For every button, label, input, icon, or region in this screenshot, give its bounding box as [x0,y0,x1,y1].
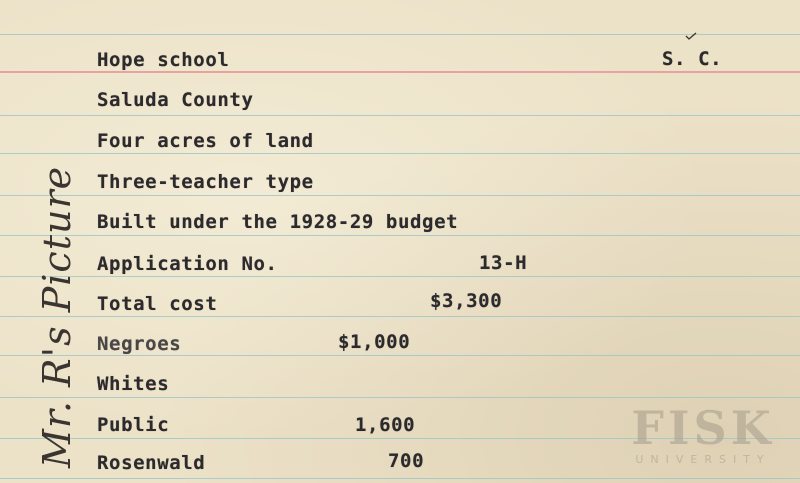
watermark-main-text: FISK [631,401,775,455]
budget-line: Built under the 1928-29 budget [97,211,459,233]
red-header-rule [0,71,800,73]
application-number: 13-H [479,252,528,274]
ruled-line [0,34,800,35]
public-value: 1,600 [355,414,416,436]
ruled-line [0,397,800,398]
ruled-line [0,195,800,196]
ruled-line [0,153,800,154]
building-type-line: Three-teacher type [97,171,314,193]
handwritten-note: Mr. R's Picture [35,165,79,468]
checkmark-icon [685,32,697,40]
ruled-line [0,115,800,116]
ruled-line [0,478,800,479]
county-line: Saluda County [97,89,254,111]
total-cost-value: $3,300 [430,290,503,312]
ruled-line [0,355,800,356]
negroes-value: $1,000 [338,331,411,353]
state-abbreviation: S. C. [662,48,723,70]
ruled-line [0,276,800,277]
fisk-university-watermark-logo [618,401,788,477]
application-label: Application No. [97,253,278,275]
school-name: Hope school [97,49,230,71]
total-cost-label: Total cost [97,293,218,315]
watermark-sub-text: UNIVERSITY [635,453,771,466]
negroes-label: Negroes [97,333,182,355]
whites-label: Whites [97,373,170,395]
ruled-line [0,235,800,236]
land-line: Four acres of land [97,130,314,152]
public-label: Public [97,414,170,436]
ruled-line [0,316,800,317]
rosenwald-label: Rosenwald [97,452,206,474]
rosenwald-value: 700 [388,450,425,472]
